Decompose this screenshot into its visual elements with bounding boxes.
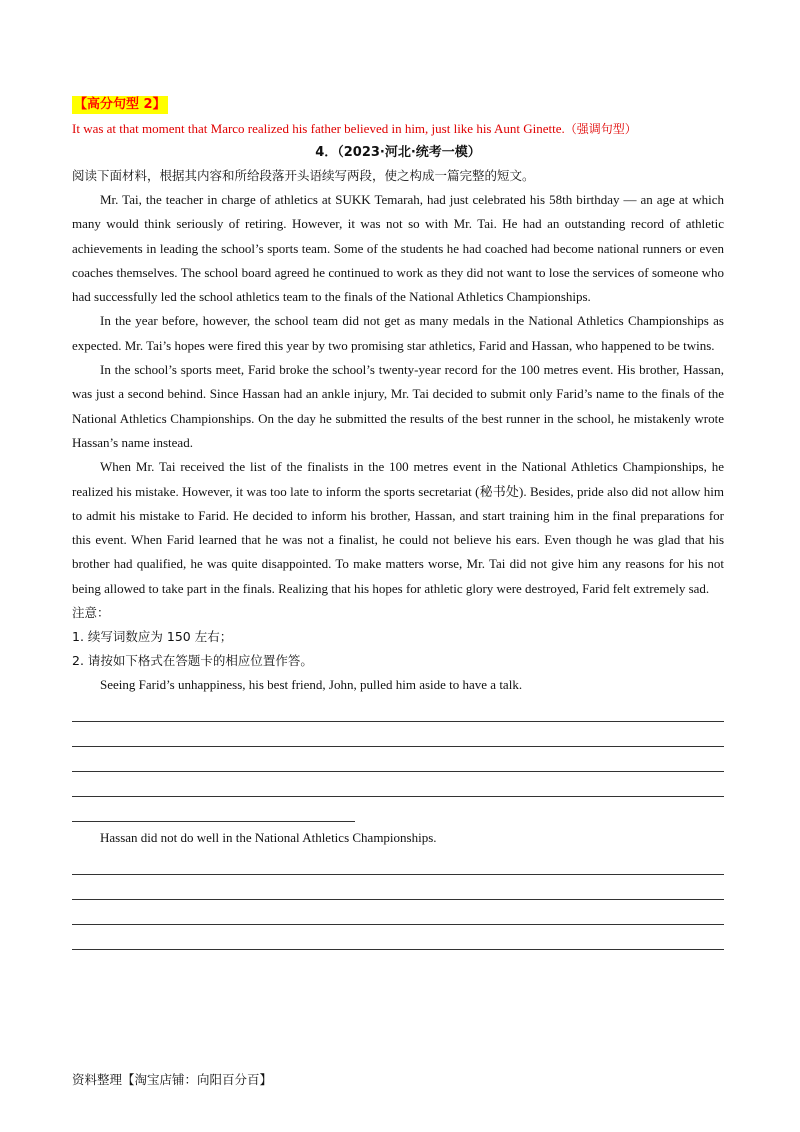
answer-area-1 (72, 697, 724, 822)
footer-source: 资料整理【淘宝店铺：向阳百分百】 (72, 1072, 273, 1087)
page-content (72, 93, 724, 950)
highlighted-sentence-text: It was at that moment that Marco realized his father believed in him, just like his Aunt Ginette. (72, 121, 565, 136)
answer-line[interactable] (72, 747, 724, 772)
paragraph-1: Mr. Tai, the teacher in charge of athletics at SUKK Temarah, had just celebrated his 58th birthday — an age at which many would think seriously of retiring. However, it was not so with Mr. Tai. He had an outstanding record of athletic achievements in leading the school’s sports team. Some of the students he had coached had become national runners or even coaches themselves. The school board agreed he continued to work as they did not want to lose the services of someone who had successfully led the school athletics team to the finals of the National Athletics Championships. (72, 192, 724, 305)
answer-line-short[interactable] (72, 797, 355, 822)
answer-line[interactable] (72, 925, 724, 950)
sentence-type-note: （强调句型） (564, 122, 637, 136)
second-paragraph-prompt: Hassan did not do well in the National Athletics Championships. (100, 830, 437, 846)
instruction: 阅读下面材料，根据其内容和所给段落开头语续写两段，使之构成一篇完整的短文。 (72, 168, 535, 183)
answer-line[interactable] (72, 772, 724, 797)
note-item-1: 1. 续写词数应为 150 左右； (72, 629, 233, 645)
tag-line (72, 93, 724, 115)
question-title: 4．（2023·河北·统考一模） (315, 145, 481, 160)
answer-line[interactable] (72, 722, 724, 747)
answer-line[interactable] (72, 850, 724, 875)
answer-line[interactable] (72, 900, 724, 925)
answer-line[interactable] (72, 875, 724, 900)
answer-line[interactable] (72, 697, 724, 722)
first-paragraph-prompt: Seeing Farid’s unhappiness, his best friend, John, pulled him aside to have a talk. (100, 677, 523, 693)
highlighted-sentence (72, 119, 724, 139)
note-item-2: 2. 请按如下格式在答题卡的相应位置作答。 (72, 653, 313, 669)
notes-heading: 注意： (72, 605, 110, 621)
high-score-sentence-tag: 【高分句型 2】 (74, 97, 166, 112)
paragraph-2: In the year before, however, the school team did not get as many medals in the National Athletics Championships as expected. Mr. Tai’s hopes were fired this year by two promising star athletics, Farid and Hassan, who happened to be twins. (72, 313, 724, 353)
paragraph-4: When Mr. Tai received the list of the finalists in the 100 metres event in the National Athletics Championships, he realized his mistake. However, it was too late to inform the sports secretariat (秘书处). Besides, pride also did not allow him to admit his mistake to Farid. He decided to inform his brother, Hassan, and start training him in the final preparations for this event. When Farid learned that he was not a finalist, he could not believe his ears. Even though he was glad that his brother had qualified, he was quite disappointed. To make matters worse, Mr. Tai did not give him any reasons for his not being allowed to take part in the finals. Realizing that his hopes for athletic glory were destroyed, Farid felt extremely sad. (72, 459, 724, 596)
paragraph-3: In the school’s sports meet, Farid broke the school’s twenty-year record for the 100 metres event. His brother, Hassan, was just a second behind. Since Hassan had an ankle injury, Mr. Tai decided to submit only Farid’s name to the finals of the National Athletics Championships. On the day he submitted the results of the best runner in the school, he mistakenly wrote Hassan’s name instead. (72, 362, 724, 450)
answer-area-2 (72, 850, 724, 950)
